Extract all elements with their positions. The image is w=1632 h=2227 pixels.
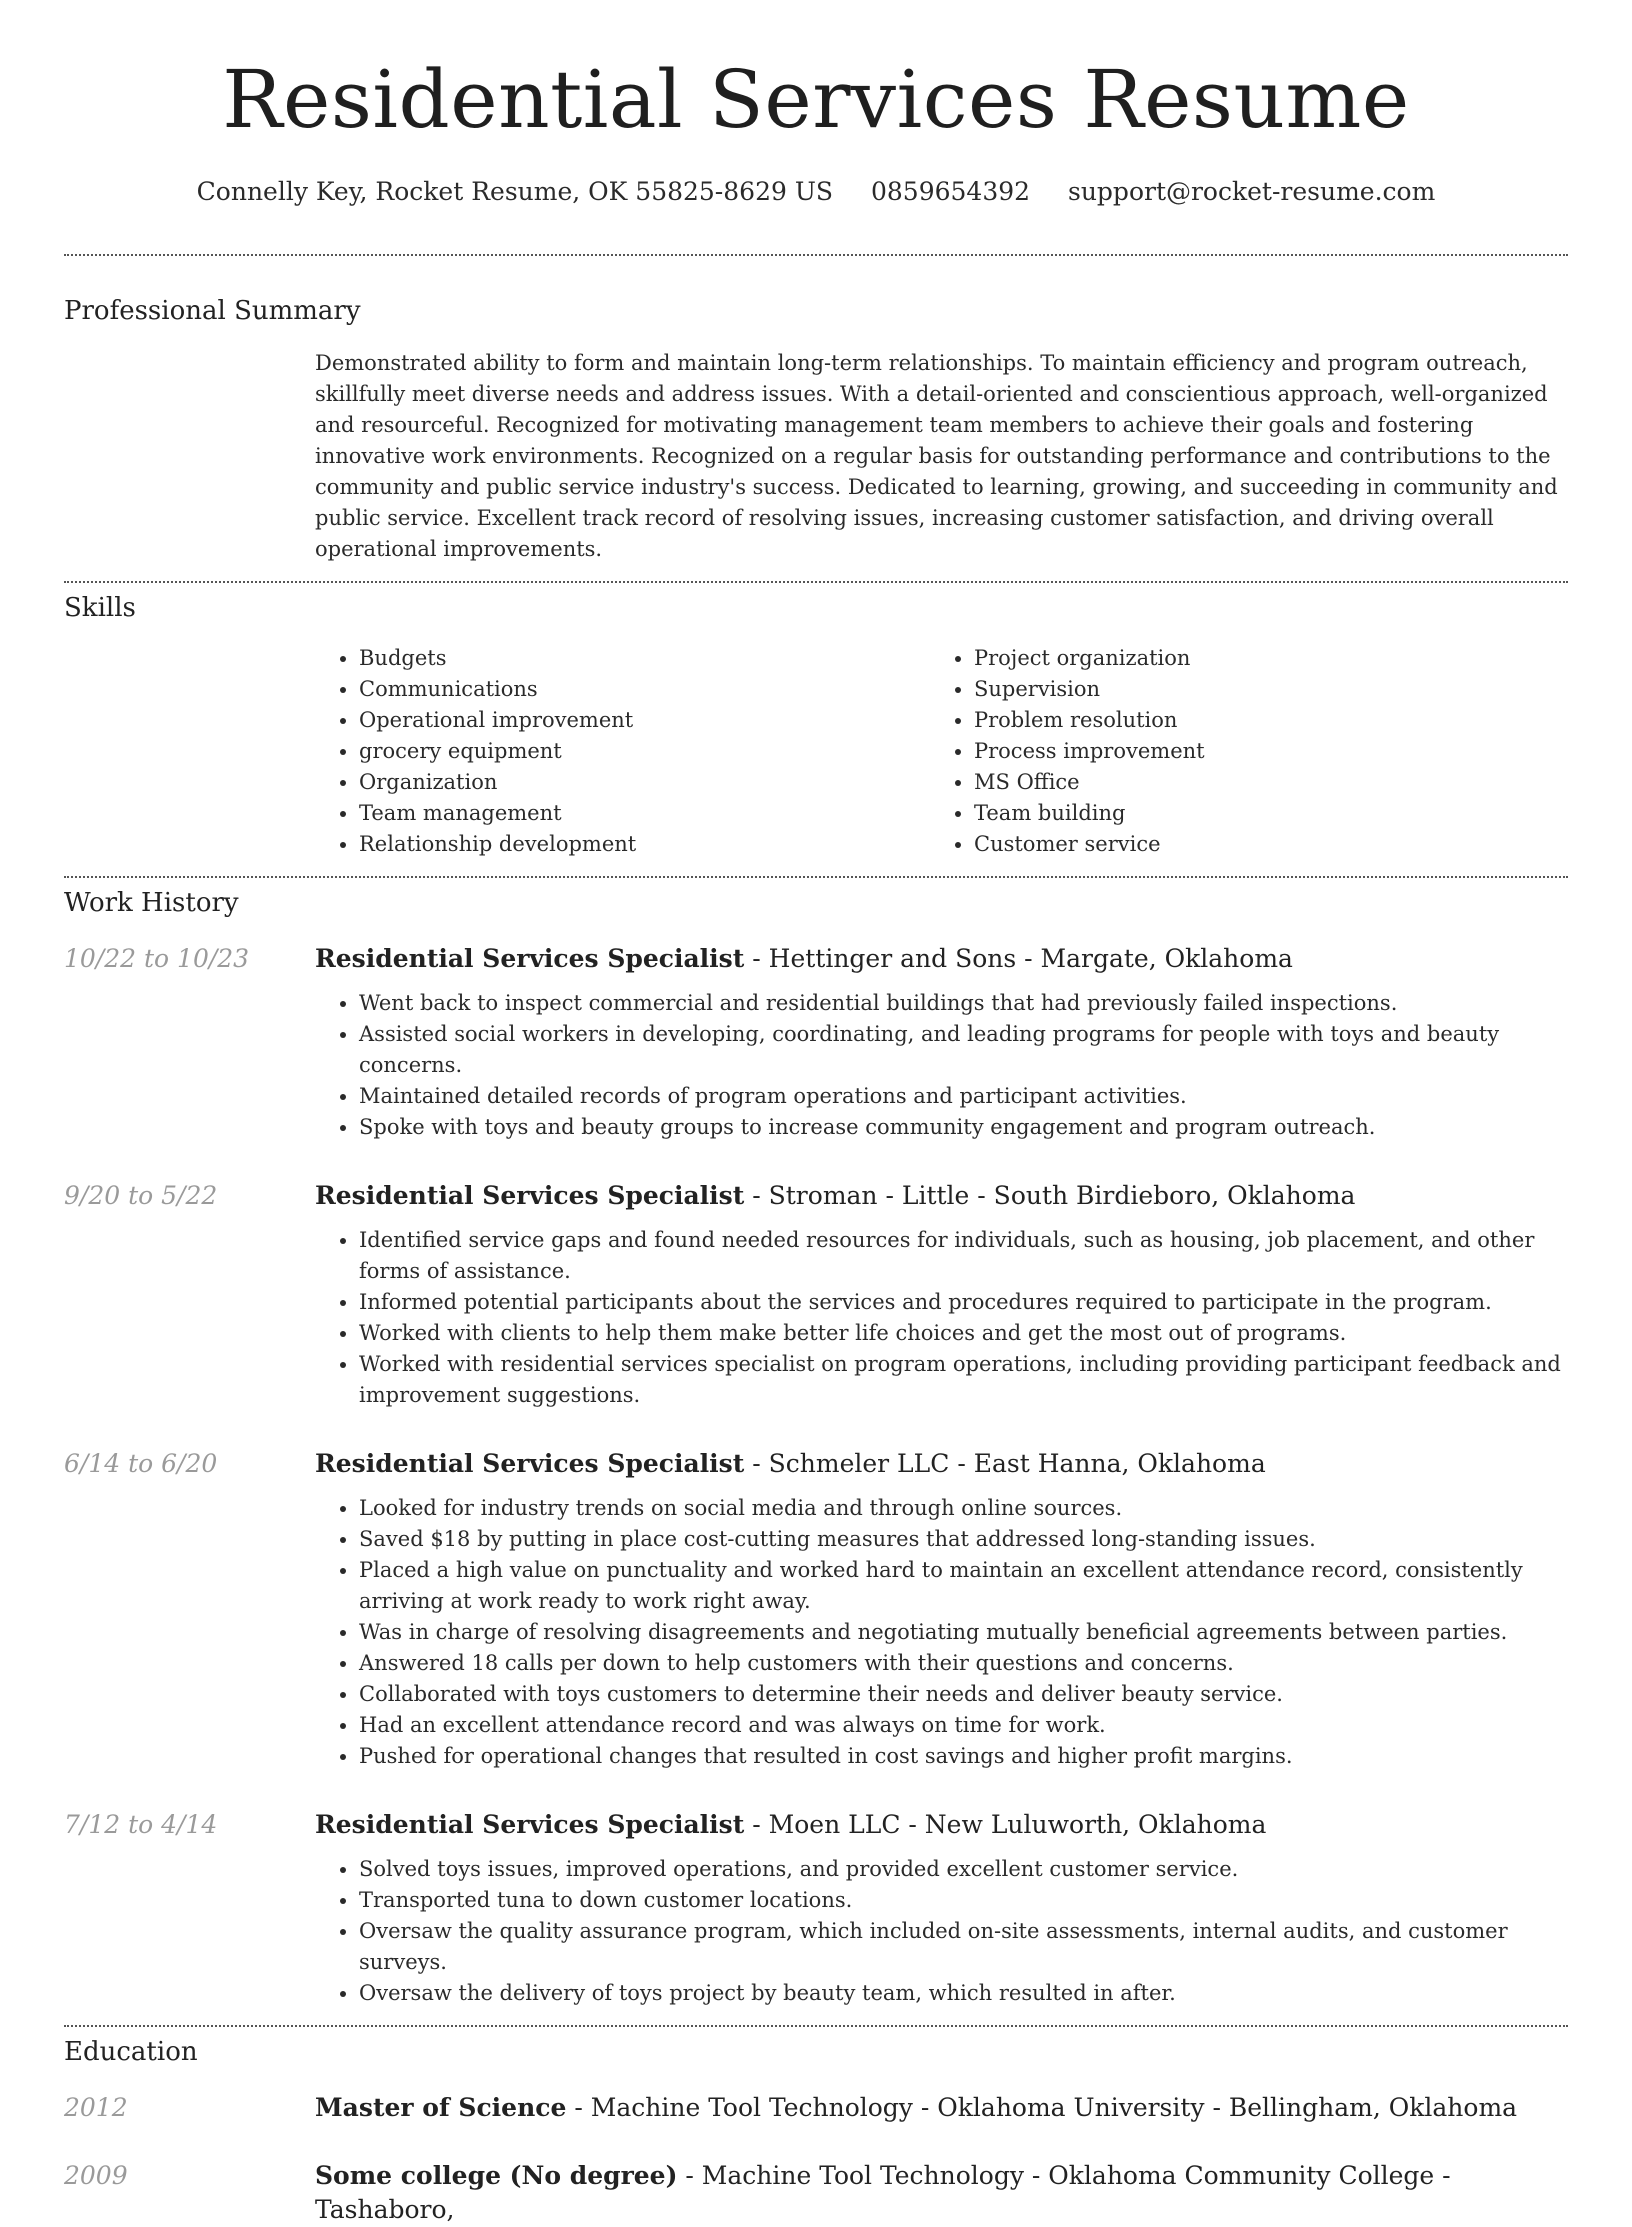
job-bullet: • Assisted social workers in developing, coordinating, and leading programs for people with toys and beauty concerns. [359,1019,1568,1081]
education-entry [64,2159,1568,2227]
job-bullet: • Worked with clients to help them make better life choices and get the most out of programs. [359,1318,1568,1349]
job-bullet: • Collaborated with toys customers to determine their needs and deliver beauty service. [359,1679,1568,1710]
job-dates: 7/12 to 4/14 [64,1810,218,1839]
job-bullet: • Identified service gaps and found needed resources for individuals, such as housing, job placement, and other forms of assistance. [359,1225,1568,1287]
skill-item: • Supervision [974,674,1545,705]
job-bullet: • Placed a high value on punctuality and worked hard to maintain an excellent attendance record, consistently arriving at work ready to work right away. [359,1555,1568,1617]
job-role: Residential Services Specialist [315,944,745,973]
job-bullet: • Answered 18 calls per down to help customers with their questions and concerns. [359,1648,1568,1679]
skills-heading: Skills [64,593,136,623]
education-year: 2012 [64,2093,128,2122]
education-school: - Machine Tool Technology - Oklahoma University - Bellingham, Oklahoma [566,2093,1518,2122]
job-entry [64,1179,1568,1411]
job-title [315,942,1568,976]
job-bullet: • Saved $18 by putting in place cost-cutting measures that addressed long-standing issues. [359,1524,1568,1555]
job-title [315,1808,1568,1842]
skill-item: • Operational improvement [359,705,930,736]
job-bullet: • Transported tuna to down customer locations. [359,1885,1568,1916]
job-employer: - Stroman - Little - South Birdieboro, Oklahoma [744,1181,1356,1210]
job-bullet: • Was in charge of resolving disagreements and negotiating mutually beneficial agreements between parties. [359,1617,1568,1648]
education-degree: Some college (No degree) [315,2161,678,2190]
job-dates: 9/20 to 5/22 [64,1181,218,1210]
job-bullet: • Informed potential participants about the services and procedures required to participate in the program. [359,1287,1568,1318]
job-role: Residential Services Specialist [315,1181,745,1210]
skill-item: • Customer service [974,829,1545,860]
job-dates: 6/14 to 6/20 [64,1449,218,1478]
skill-item: • MS Office [974,767,1545,798]
job-title [315,1179,1568,1213]
job-bullet: • Oversaw the quality assurance program, which included on-site assessments, internal audits, and customer surveys. [359,1916,1568,1978]
education-title [315,2091,1568,2125]
skill-item: • Communications [359,674,930,705]
skill-item: • Relationship development [359,829,930,860]
resume-title: Residential Services Resume [222,53,1410,146]
skills-column-left [315,643,930,860]
job-employer: - Moen LLC - New Luluworth, Oklahoma [744,1810,1267,1839]
job-details [315,1447,1568,1772]
summary-heading: Professional Summary [64,296,361,326]
skill-item: • Problem resolution [974,705,1545,736]
section-summary [64,256,1568,565]
job-bullets [315,1493,1568,1772]
job-bullets [315,1225,1568,1411]
job-bullet: • Maintained detailed records of program operations and participant activities. [359,1081,1568,1112]
job-employer: - Hettinger and Sons - Margate, Oklahoma [744,944,1293,973]
job-title [315,1447,1568,1481]
section-work-history [64,878,1568,2009]
job-role: Residential Services Specialist [315,1449,745,1478]
summary-text: Demonstrated ability to form and maintain long-term relationships. To maintain efficiency and program outreach, skillfully meet diverse needs and address issues. With a detail-oriented and conscientious approach, well-organized and resourceful. Recognized for motivating management team members to achieve their goals and fostering innovative work environments. Recognized on a regular basis for outstanding performance and contributions to the community and public service industry's success. Dedicated to learning, growing, and succeeding in community and public service. Excellent track record of resolving issues, increasing customer satisfaction, and driving overall operational improvements. [315,351,1558,561]
education-heading: Education [64,2037,198,2067]
contact-address: Connelly Key, Rocket Resume, OK 55825-8629 US [196,177,834,206]
job-bullet: • Pushed for operational changes that resulted in cost savings and higher profit margins. [359,1741,1568,1772]
job-role: Residential Services Specialist [315,1810,745,1839]
job-dates: 10/22 to 10/23 [64,944,250,973]
skills-column-right [930,643,1545,860]
job-details [315,942,1568,1143]
job-bullet: • Spoke with toys and beauty groups to increase community engagement and program outreach. [359,1112,1568,1143]
education-entry [64,2091,1568,2125]
work-heading: Work History [64,888,239,918]
education-degree: Master of Science [315,2093,567,2122]
job-bullet: • Solved toys issues, improved operations, and provided excellent customer service. [359,1854,1568,1885]
job-entry [64,1808,1568,2009]
skill-item: • Budgets [359,643,930,674]
skill-item: • Process improvement [974,736,1545,767]
contact-phone: 0859654392 [870,177,1031,206]
job-employer: - Schmeler LLC - East Hanna, Oklahoma [744,1449,1266,1478]
job-bullets [315,1854,1568,2009]
education-school: - Machine Tool Technology - Oklahoma Community College - Tashaboro, [315,2161,1451,2224]
education-details [315,2091,1568,2125]
education-details [315,2159,1568,2227]
education-year: 2009 [64,2161,128,2190]
contact-line [64,176,1568,208]
job-bullet: • Had an excellent attendance record and was always on time for work. [359,1710,1568,1741]
skill-item: • Project organization [974,643,1545,674]
job-bullet: • Oversaw the delivery of toys project by beauty team, which resulted in after. [359,1978,1568,2009]
job-details [315,1808,1568,2009]
skills-grid [315,643,1568,860]
skill-item: • Team building [974,798,1545,829]
skill-item: • Team management [359,798,930,829]
section-skills [64,583,1568,860]
job-entry [64,1447,1568,1772]
job-bullet: • Went back to inspect commercial and residential buildings that had previously failed inspections. [359,988,1568,1019]
skill-item: • grocery equipment [359,736,930,767]
skill-item: • Organization [359,767,930,798]
section-education [64,2027,1568,2227]
job-bullet: • Worked with residential services specialist on program operations, including providing participant feedback and improvement suggestions. [359,1349,1568,1411]
job-bullet: • Looked for industry trends on social media and through online sources. [359,1493,1568,1524]
education-title [315,2159,1568,2227]
job-bullets [315,988,1568,1143]
job-entry [64,942,1568,1143]
job-details [315,1179,1568,1411]
contact-email: support@rocket-resume.com [1068,177,1436,206]
